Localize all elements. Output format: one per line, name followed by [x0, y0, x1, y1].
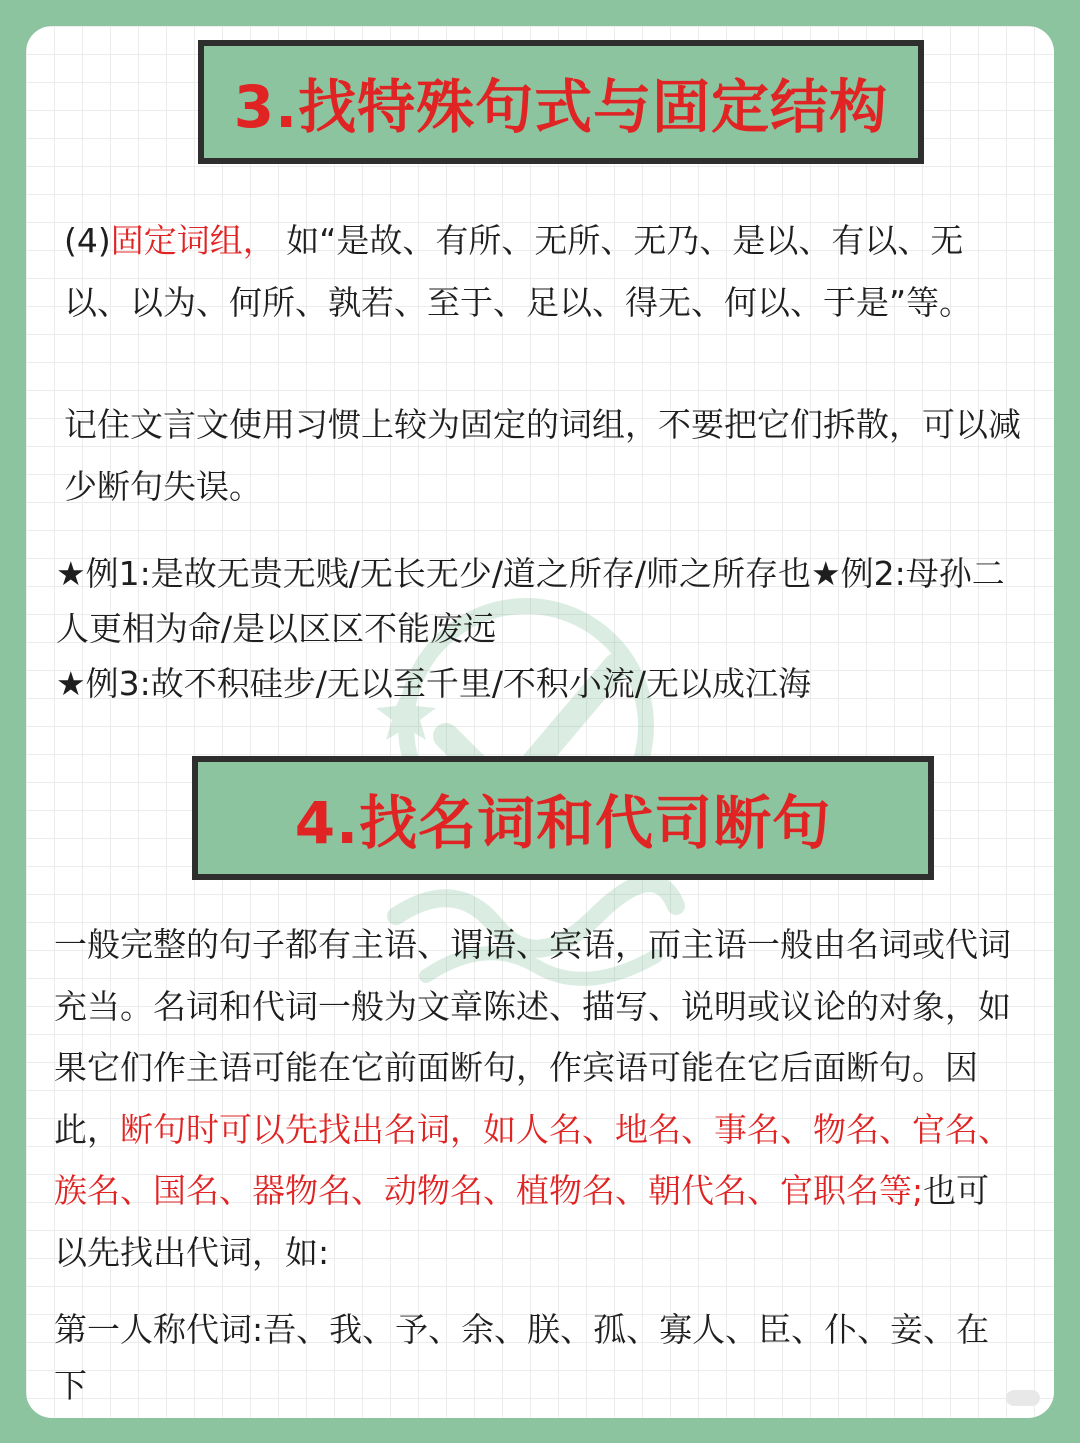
section-4-title-text: 4.找名词和代司断句	[294, 789, 832, 857]
section-3-title-text: 3.找特殊句式与固定结构	[233, 73, 889, 141]
example-line: ★例3:故不积硅步/无以至千里/不积小流/无以成江海	[56, 664, 812, 703]
noun-pronoun-paragraph	[54, 914, 1014, 1283]
paragraph-intro: 一般完整的句子都有主语、谓语、宾语，而主语一般由名词或代词充当。名词和代词一般为文章陈述、描写、说明或议论的对象，如果它们作主语可能在它前面断句，作宾语可能在它后面断句。因此，	[54, 925, 1011, 1149]
examples-block	[56, 546, 1036, 711]
fixed-phrase-list: 如“是故、有所、无所、无乃、是以、有以、无以、以为、何所、孰若、至于、足以、得无、何以、于是”等。	[64, 221, 973, 322]
section-3-title	[198, 40, 924, 164]
fixed-phrase-term: 固定词组，	[110, 221, 276, 260]
item-number: (4)	[64, 221, 111, 260]
fixed-phrase-note: 记住文言文使用习惯上较为固定的词组，不要把它们拆散，可以减少断句失误。	[64, 405, 1021, 506]
first-person-pronouns: 第一人称代词:吾、我、予、余、朕、孤、寡人、臣、仆、妾、在下	[54, 1310, 990, 1405]
content-card	[26, 26, 1054, 1418]
section-4-title	[192, 756, 934, 880]
paragraph-outro: 也可以先找出代词，如:	[54, 1171, 990, 1272]
example-line: ★例1:是故无贵无贱/无长无少/道之所存/师之所存也★例2:母孙二人更相为命/是以区区不能废远	[56, 554, 1005, 648]
corner-watermark-badge	[1006, 1390, 1040, 1406]
fixed-phrase-paragraph	[64, 210, 1024, 333]
paragraph-highlight: 断句时可以先找出名词，如人名、地名、事名、物名、官名、族名、国名、器物名、动物名、植物名、朝代名、官职名等;	[54, 1109, 1011, 1210]
